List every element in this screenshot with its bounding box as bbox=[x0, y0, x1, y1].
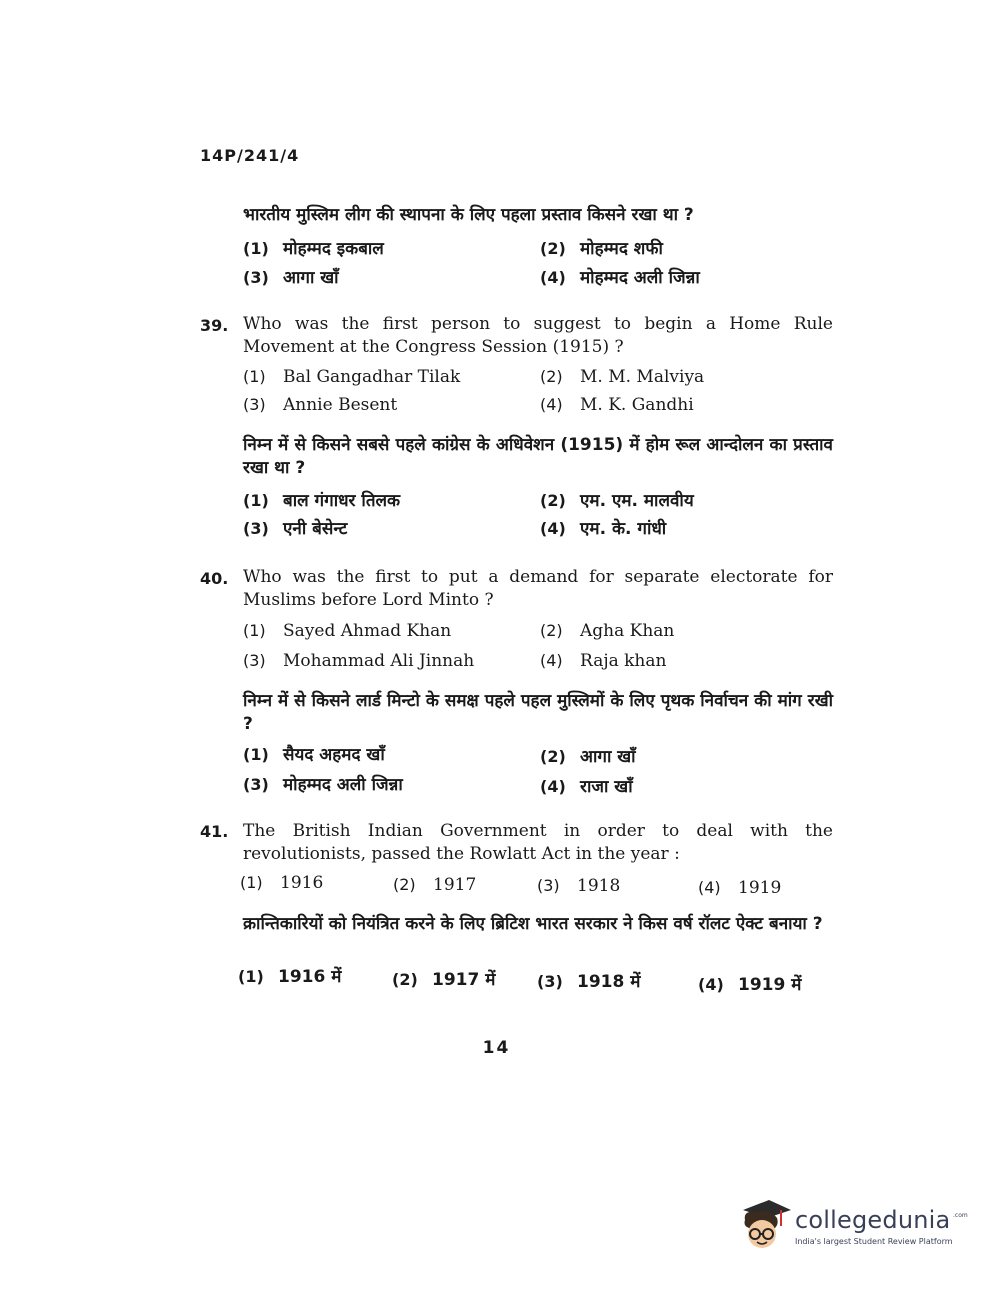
q40-option-2: (2) Agha Khan bbox=[540, 621, 675, 641]
q40-hindi-option-4: (4) राजा खाँ bbox=[540, 777, 633, 797]
q40-option-3: (3) Mohammad Ali Jinnah bbox=[243, 651, 475, 671]
q41-hindi-question: क्रान्तिकारियों को नियंत्रित करने के लिए ब्रिटिश भारत सरकार ने किस वर्ष रॉलट ऐक्ट बनाया ? bbox=[243, 914, 823, 934]
q41-option-4: (4) 1919 bbox=[698, 878, 782, 898]
logo-tagline: India's largest Student Review Platform bbox=[795, 1237, 953, 1246]
q41-hindi-option-4: (4) 1919 में bbox=[698, 975, 802, 995]
q40-hindi-question: निम्न में से किसने लार्ड मिन्टो के समक्ष पहले पहल मुस्लिमों के लिए पृथक निर्वाचन की मांग रखी ? bbox=[243, 691, 833, 734]
q39-option-2: (2) M. M. Malviya bbox=[540, 367, 705, 387]
paper-code: 14P/241/4 bbox=[200, 146, 300, 165]
q38-hindi-question: भारतीय मुस्लिम लीग की स्थापना के लिए पहला प्रस्ताव किसने रखा था ? bbox=[243, 205, 694, 225]
mascot-icon bbox=[735, 1196, 793, 1256]
q40-option-1: (1) Sayed Ahmad Khan bbox=[243, 621, 452, 641]
q39-option-3: (3) Annie Besent bbox=[243, 395, 398, 415]
q39-number: 39. bbox=[200, 316, 229, 335]
q38-hindi-option-3: (3) आगा खाँ bbox=[243, 268, 339, 288]
q41-number: 41. bbox=[200, 822, 229, 841]
q39-option-4: (4) M. K. Gandhi bbox=[540, 395, 694, 415]
q41-question: The British Indian Government in order to deal with the revolutionists, passed the Rowlatt Act in the year : bbox=[243, 821, 833, 864]
q39-hindi-option-1: (1) बाल गंगाधर तिलक bbox=[243, 491, 401, 511]
q39-hindi-option-3: (3) एनी बेसेन्ट bbox=[243, 519, 348, 539]
q39-option-1: (1) Bal Gangadhar Tilak bbox=[243, 367, 461, 387]
q41-option-2: (2) 1917 bbox=[393, 875, 477, 895]
q38-hindi-option-1: (1) मोहम्मद इकबाल bbox=[243, 239, 384, 259]
q39-hindi-option-2: (2) एम. एम. मालवीय bbox=[540, 491, 694, 511]
q40-option-4: (4) Raja khan bbox=[540, 651, 667, 671]
q39-question: Who was the first person to suggest to begin a Home Rule Movement at the Congress Session (1915) ? bbox=[243, 314, 833, 357]
q40-hindi-option-3: (3) मोहम्मद अली जिन्ना bbox=[243, 775, 403, 795]
q40-question: Who was the first to put a demand for separate electorate for Muslims before Lord Minto ? bbox=[243, 567, 833, 610]
q41-hindi-option-3: (3) 1918 में bbox=[537, 972, 641, 992]
q40-hindi-option-2: (2) आगा खाँ bbox=[540, 747, 636, 767]
q38-hindi-option-4: (4) मोहम्मद अली जिन्ना bbox=[540, 268, 700, 288]
q39-hindi-question: निम्न में से किसने सबसे पहले कांग्रेस के अधिवेशन (1915) में होम रूल आन्दोलन का प्रस्ताव रखा था ? bbox=[243, 435, 833, 478]
q39-hindi-option-4: (4) एम. के. गांधी bbox=[540, 519, 667, 539]
q41-hindi-option-1: (1) 1916 में bbox=[238, 967, 342, 987]
collegedunia-logo bbox=[735, 1196, 968, 1256]
q41-hindi-option-2: (2) 1917 में bbox=[392, 970, 496, 990]
q40-hindi-option-1: (1) सैयद अहमद खाँ bbox=[243, 745, 385, 765]
page-number: 14 bbox=[482, 1038, 511, 1058]
q38-hindi-option-2: (2) मोहम्मद शफी bbox=[540, 239, 663, 259]
q41-option-1: (1) 1916 bbox=[240, 873, 324, 893]
logo-domain-suffix: .com bbox=[953, 1212, 968, 1219]
q41-option-3: (3) 1918 bbox=[537, 876, 621, 896]
logo-brand: collegedunia bbox=[795, 1206, 951, 1234]
q40-number: 40. bbox=[200, 569, 229, 588]
